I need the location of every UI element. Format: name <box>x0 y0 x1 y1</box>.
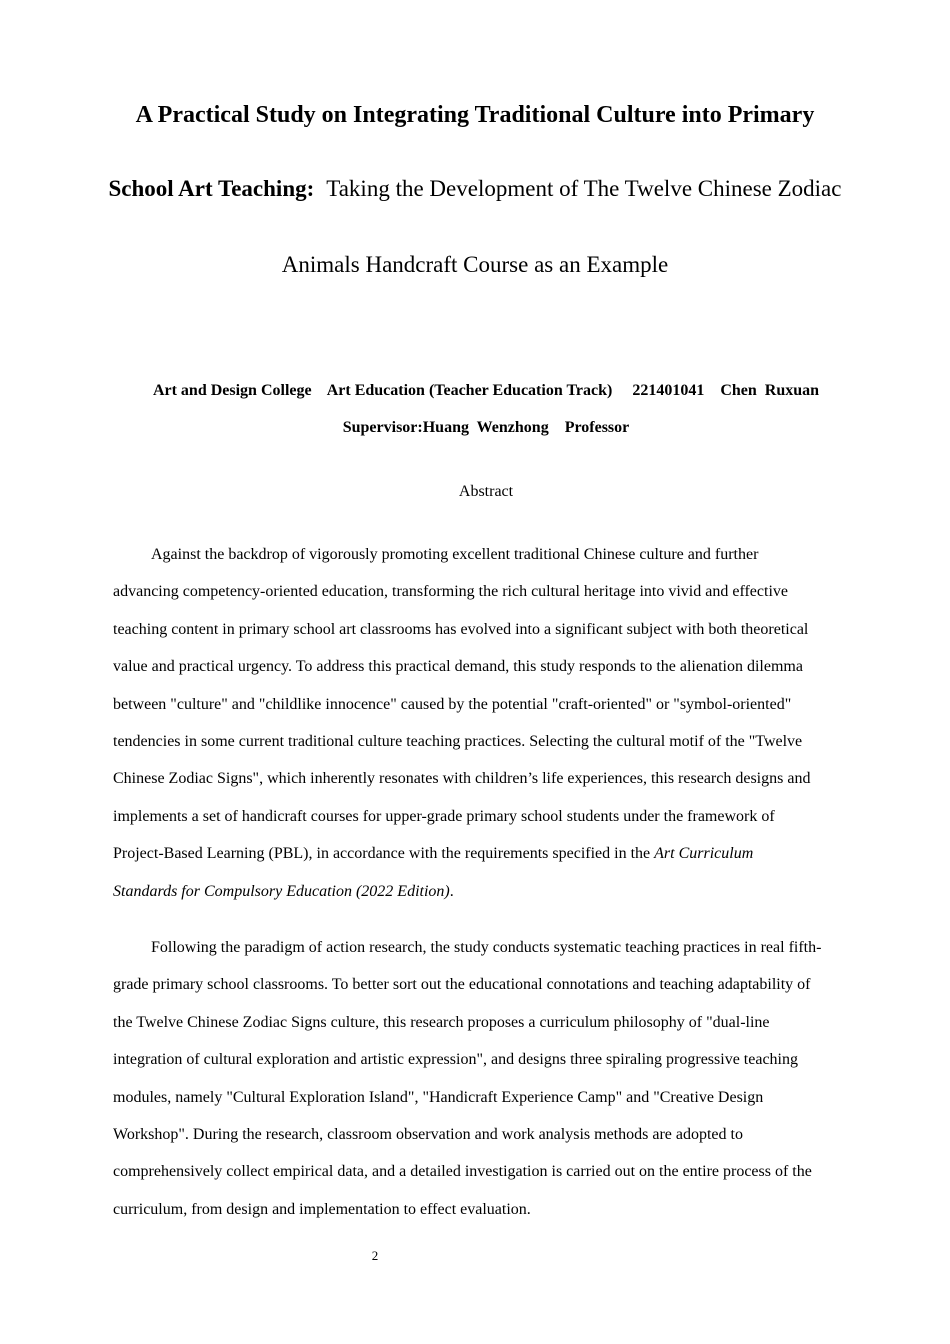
author-info: Art and Design College Art Education (Teacher Education Track) 221401041 Chen Ruxuan <box>152 382 820 399</box>
paragraph-line: grade primary school classrooms. To better sort out the educational connotations and teaching adaptability of <box>113 976 811 994</box>
subtitle-end: Animals Handcraft Course as an Example <box>281 252 669 277</box>
paragraph-line: value and practical urgency. To address this practical demand, this study responds to the alienation dilemma <box>113 658 803 676</box>
page-number: 2 <box>371 1248 379 1263</box>
title-main-end: School Art Teaching: <box>108 176 315 201</box>
paragraph-line <box>113 881 863 918</box>
abstract-heading: Abstract <box>458 483 514 500</box>
paragraph-line: tendencies in some current traditional culture teaching practices. Selecting the cultural motif of the "Twelve <box>113 732 803 750</box>
cited-standard-title: Art Curriculum <box>654 845 754 863</box>
paragraph-line: comprehensively collect empirical data, and a detailed investigation is carried out on the entire process of the <box>113 1163 812 1181</box>
paragraph-line: integration of cultural exploration and artistic expression", and designs three spiraling progressive teaching <box>113 1051 798 1069</box>
paragraph-line: Chinese Zodiac Signs", which inherently resonates with children’s life experiences, this research designs and <box>113 770 811 788</box>
paragraph-line: curriculum, from design and implementation to effect evaluation. <box>113 1200 531 1218</box>
paragraph-line: teaching content in primary school art classrooms has evolved into a significant subject with both theoretical <box>113 620 809 638</box>
paragraph-line: advancing competency-oriented education, transforming the rich cultural heritage into vivid and effective <box>113 583 788 601</box>
paragraph-line: modules, namely "Cultural Exploration Island", "Handicraft Experience Camp" and "Creative Design <box>113 1088 764 1106</box>
paragraph-line: implements a set of handicraft courses for upper-grade primary school students under the framework of <box>113 807 775 825</box>
abstract-paragraph-1 <box>113 544 863 918</box>
paragraph-line: Following the paradigm of action research, the study conducts systematic teaching practices in real fifth- <box>151 939 822 956</box>
abstract-paragraph-2 <box>113 937 863 1236</box>
paragraph-text: Project-Based Learning (PBL), in accordance with the requirements specified in the <box>113 845 655 863</box>
paragraph-line <box>113 843 863 880</box>
paragraph-text: . <box>449 882 454 900</box>
subtitle-start: Taking the Development of The Twelve Chinese Zodiac <box>326 176 842 201</box>
title-line-1: A Practical Study on Integrating Traditional Culture into Primary <box>135 102 815 128</box>
title-line-2 <box>0 176 950 202</box>
paragraph-line: the Twelve Chinese Zodiac Signs culture, this research proposes a curriculum philosophy of "dual-line <box>113 1013 770 1031</box>
cited-standard-title-cont: Standards for Compulsory Education (2022 Edition) <box>113 882 450 900</box>
paragraph-line: Workshop". During the research, classroom observation and work analysis methods are adopted to <box>113 1125 743 1143</box>
paragraph-line: Against the backdrop of vigorously promoting excellent traditional Chinese culture and further <box>151 546 759 563</box>
paragraph-line: between "culture" and "childlike innocence" caused by the potential "craft-oriented" or "symbol-oriented" <box>113 695 792 713</box>
supervisor-info: Supervisor:Huang Wenzhong Professor <box>342 419 630 436</box>
